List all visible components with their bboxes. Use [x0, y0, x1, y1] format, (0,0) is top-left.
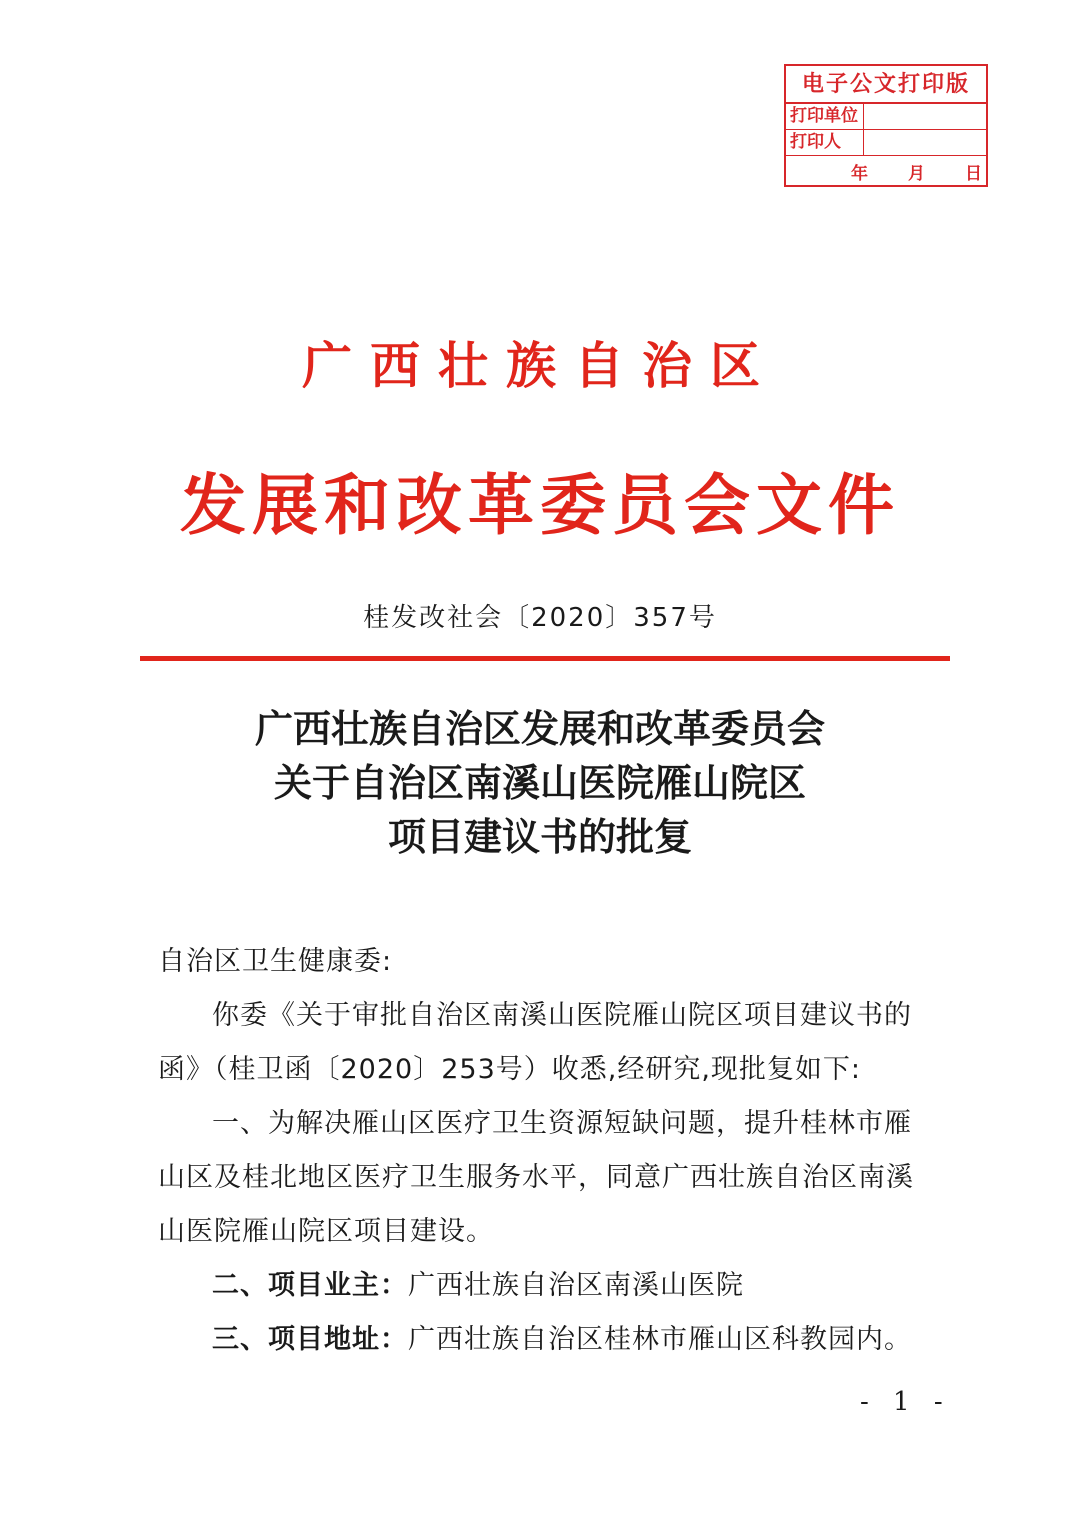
item-3-value: 广西壮族自治区桂林市雁山区科教园内。 — [408, 1324, 912, 1355]
item-2-value: 广西壮族自治区南溪山医院 — [408, 1270, 744, 1301]
stamp-unit-row — [786, 104, 986, 130]
red-divider — [140, 656, 950, 661]
stamp-unit-label: 打印单位 — [786, 104, 864, 129]
stamp-title: 电子公文打印版 — [786, 66, 986, 104]
item-1: 一、为解决雁山区医疗卫生资源短缺问题，提升桂林市雁山区及桂北地区医疗卫生服务水平，同意广西壮族自治区南溪山医院雁山院区项目建设。 — [158, 1108, 914, 1247]
salutation: 自治区卫生健康委: — [158, 946, 393, 977]
stamp-month: 月 — [908, 164, 925, 184]
item-2 — [158, 1259, 938, 1313]
stamp-date — [786, 156, 986, 187]
document-number: 桂发改社会〔2020〕357号 — [363, 603, 717, 633]
stamp-person-value — [864, 130, 986, 155]
item-3-label: 三、项目地址： — [212, 1324, 408, 1355]
document-body — [158, 935, 938, 1367]
stamp-unit-value — [864, 104, 986, 129]
paragraph-1: 你委《关于审批自治区南溪山医院雁山院区项目建议书的函》（桂卫函〔2020〕253号）收悉,经研究,现批复如下: — [158, 1000, 912, 1085]
issuer-region: 广西壮族自治区 — [302, 336, 778, 395]
item-2-label: 二、项目业主： — [212, 1270, 408, 1301]
item-3 — [158, 1313, 938, 1367]
print-stamp — [784, 64, 988, 187]
title-line-1: 广西壮族自治区发展和改革委员会 — [254, 707, 825, 751]
document-title — [0, 702, 1080, 864]
title-line-3: 项目建议书的批复 — [387, 815, 692, 859]
page-number: - 1 - — [860, 1387, 951, 1417]
stamp-year: 年 — [851, 164, 868, 184]
issuer-name: 发展和改革委员会文件 — [180, 466, 900, 544]
stamp-person-label: 打印人 — [786, 130, 864, 155]
stamp-person-row — [786, 130, 986, 156]
stamp-day: 日 — [965, 164, 982, 184]
title-line-2: 关于自治区南溪山医院雁山院区 — [273, 761, 806, 805]
